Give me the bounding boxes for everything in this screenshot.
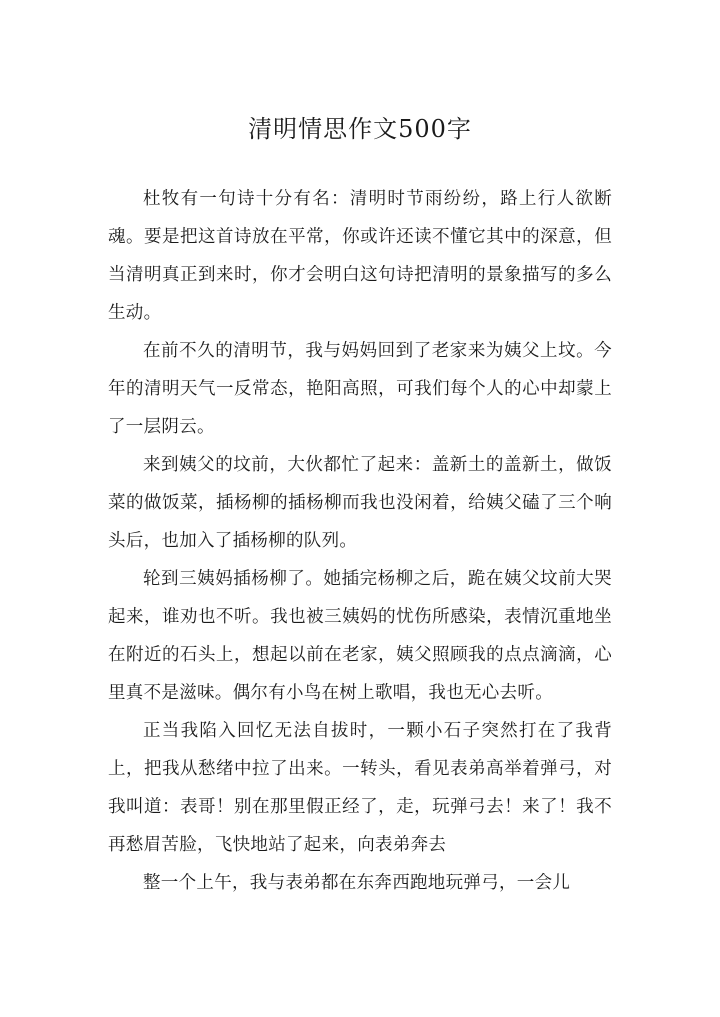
paragraph-5: 正当我陷入回忆无法自拔时，一颗小石子突然打在了我背上，把我从愁绪中拉了出来。一转头，看见表弟高举着弹弓，对我叫道：表哥！别在那里假正经了，走，玩弹弓去！来了！我不再愁眉苦脸，飞快地站了起来，向表弟奔去 [108, 721, 612, 855]
paragraph-1: 杜牧有一句诗十分有名：清明时节雨纷纷，路上行人欲断魂。要是把这首诗放在平常，你或许还读不懂它其中的深意，但当清明真正到来时，你才会明白这句诗把清明的景象描写的多么生动。 [108, 189, 612, 323]
paragraph-2: 在前不久的清明节，我与妈妈回到了老家来为姨父上坟。今年的清明天气一反常态，艳阳高照，可我们每个人的心中却蒙上了一层阴云。 [108, 341, 612, 437]
paragraph-4: 轮到三姨妈插杨柳了。她插完杨柳之后，跪在姨父坟前大哭起来，谁劝也不听。我也被三姨妈的忧伤所感染，表情沉重地坐在附近的石头上，想起以前在老家，姨父照顾我的点点滴滴，心里真不是滋味。偶尔有小鸟在树上歌唱，我也无心去听。 [108, 569, 612, 703]
paragraph-6: 整一个上午，我与表弟都在东奔西跑地玩弹弓，一会儿 [143, 873, 571, 893]
document-title: 清明情思作文500字 [248, 115, 472, 143]
document-page [108, 100, 612, 902]
paragraph-3: 来到姨父的坟前，大伙都忙了起来：盖新土的盖新土，做饭菜的做饭菜，插杨柳的插杨柳而我也没闲着，给姨父磕了三个响头后，也加入了插杨柳的队列。 [108, 455, 612, 551]
